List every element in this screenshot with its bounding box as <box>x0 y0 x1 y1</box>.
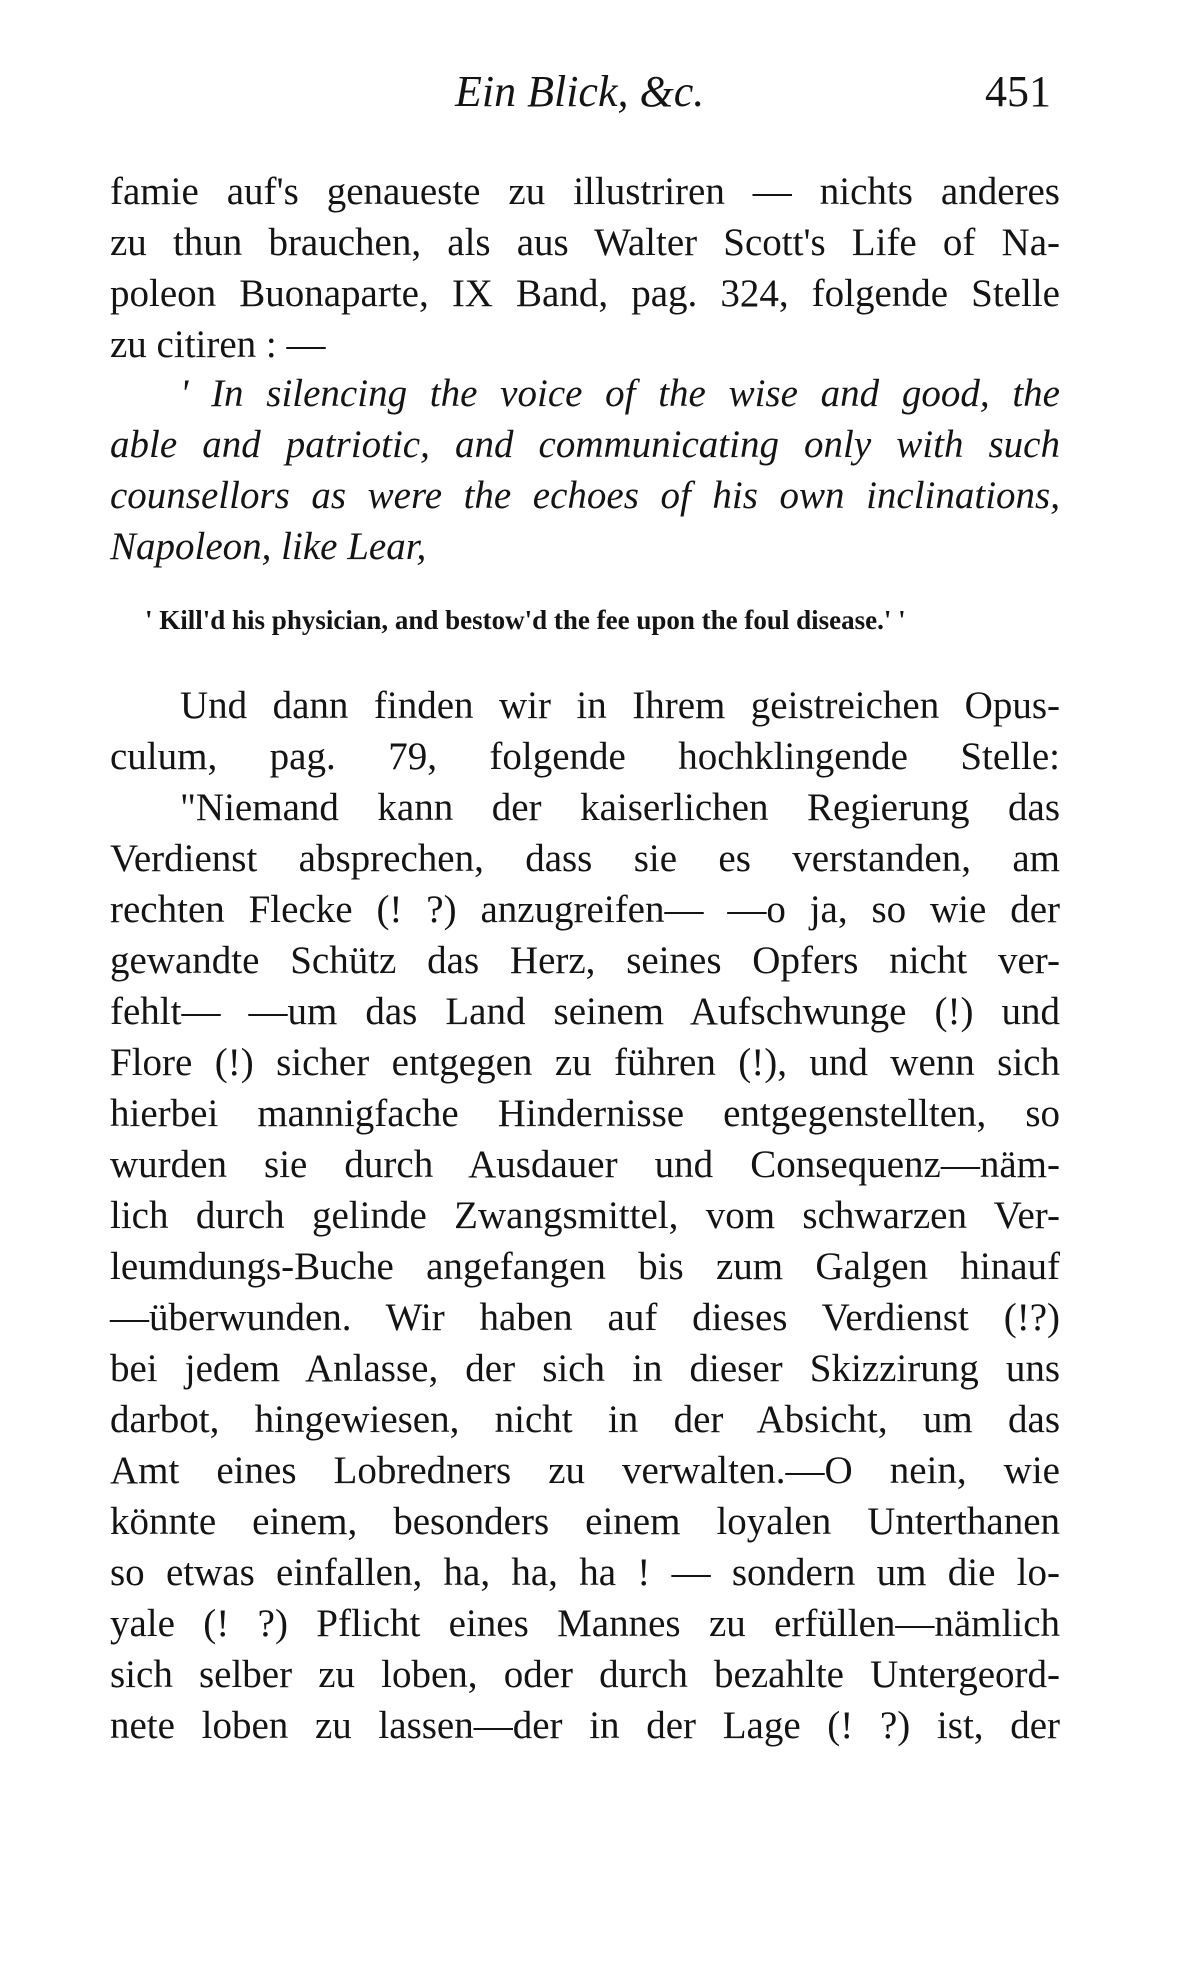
text-line: darbot, hingewiesen, nicht in der Absicht, um das <box>110 1398 1060 1441</box>
text-line: Flore (!) sicher entgegen zu führen (!), und wenn sich <box>110 1041 1060 1084</box>
quote-line: ' In silencing the voice of the wise and good, the <box>180 372 1060 415</box>
text-line: Amt eines Lobredners zu verwalten.—O nein, wie <box>110 1449 1060 1492</box>
text-line: famie auf's genaueste zu illustriren — nichts anderes <box>110 170 1060 213</box>
text-line: —überwunden. Wir haben auf dieses Verdienst (!?) <box>110 1296 1060 1339</box>
text-line: zu thun brauchen, als aus Walter Scott's Life of Na- <box>110 221 1060 264</box>
quote-line: able and patriotic, and communicating only with such <box>110 423 1060 466</box>
text-line: nete loben zu lassen—der in der Lage (! ?) ist, der <box>110 1704 1060 1747</box>
body-paragraph <box>110 680 1060 1751</box>
text-line: lich durch gelinde Zwangsmittel, vom schwarzen Ver- <box>110 1194 1060 1237</box>
text-line: so etwas einfallen, ha, ha, ha ! — sondern um die lo- <box>110 1551 1060 1594</box>
verse-quote: ' Kill'd his physician, and bestow'd the fee upon the foul disease.' ' <box>145 605 906 635</box>
english-quote <box>110 368 1060 572</box>
page-number: 451 <box>985 67 1051 116</box>
text-line: wurden sie durch Ausdauer und Consequenz—näm- <box>110 1143 1060 1186</box>
text-line: rechten Flecke (! ?) anzugreifen— —o ja, so wie der <box>110 888 1060 931</box>
text-line: gewandte Schütz das Herz, seines Opfers nicht ver- <box>110 939 1060 982</box>
text-line: Und dann finden wir in Ihrem geistreichen Opus- <box>180 684 1060 727</box>
text-line: hierbei mannigfache Hindernisse entgegenstellten, so <box>110 1092 1060 1135</box>
running-title: Ein Blick, &c. <box>455 67 705 116</box>
text-line: bei jedem Anlasse, der sich in dieser Skizzirung uns <box>110 1347 1060 1390</box>
text-line: sich selber zu loben, oder durch bezahlte Untergeord- <box>110 1653 1060 1696</box>
text-line: "Niemand kann der kaiserlichen Regierung das <box>180 786 1060 829</box>
text-line: Verdienst absprechen, dass sie es verstanden, am <box>110 837 1060 880</box>
text-line: culum, pag. 79, folgende hochklingende Stelle: <box>110 735 1060 778</box>
text-line: zu citiren : — <box>110 323 326 366</box>
intro-paragraph <box>110 166 1060 370</box>
text-line: leumdungs-Buche angefangen bis zum Galgen hinauf <box>110 1245 1060 1288</box>
text-line: fehlt— —um das Land seinem Aufschwunge (!) und <box>110 990 1060 1033</box>
running-head <box>0 62 1180 122</box>
text-line: könnte einem, besonders einem loyalen Unterthanen <box>110 1500 1060 1543</box>
text-line: poleon Buonaparte, IX Band, pag. 324, folgende Stelle <box>110 272 1060 315</box>
text-line: yale (! ?) Pflicht eines Mannes zu erfüllen—nämlich <box>110 1602 1060 1645</box>
quote-line: Napoleon, like Lear, <box>110 525 427 568</box>
quote-line: counsellors as were the echoes of his own inclinations, <box>110 474 1060 517</box>
